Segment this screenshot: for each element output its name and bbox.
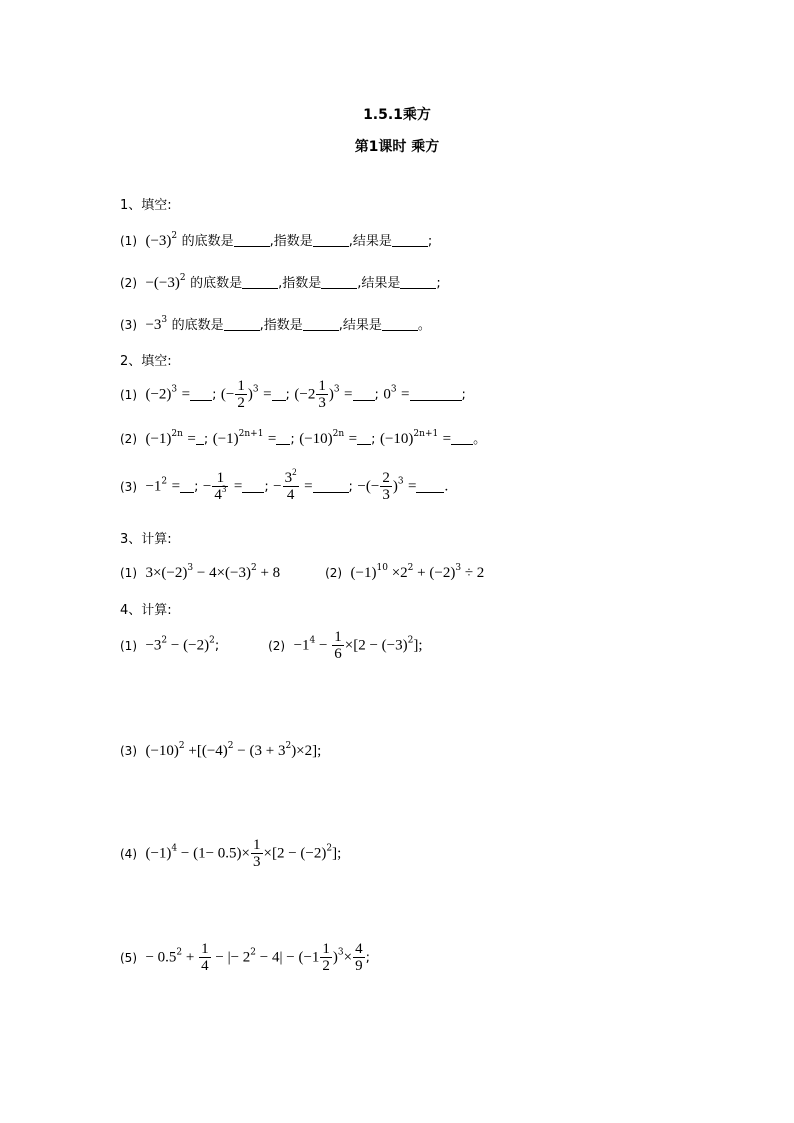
exponent: 2n+1 xyxy=(413,429,439,439)
exponent: 2n xyxy=(332,429,345,439)
math-expr: ]; xyxy=(413,637,423,654)
exponent: 3 xyxy=(252,384,259,395)
exponent: 2 xyxy=(161,476,168,487)
q2-row-1 xyxy=(120,378,466,411)
answer-blank[interactable] xyxy=(276,432,290,445)
math-expr: −3 xyxy=(145,317,162,333)
math-expr: (−1) xyxy=(145,845,172,862)
equals-sign: = xyxy=(304,478,313,495)
denominator-base: 4 xyxy=(214,487,222,503)
exponent: 2 xyxy=(178,741,185,751)
exponent: 2 xyxy=(176,947,183,958)
exponent: 4 xyxy=(171,843,178,854)
denominator: 2 xyxy=(237,395,245,411)
equals-sign: = xyxy=(233,478,243,495)
denominator: 6 xyxy=(334,646,342,662)
fraction xyxy=(320,941,332,974)
answer-blank[interactable] xyxy=(321,276,357,289)
math-expr: −1 xyxy=(293,637,310,654)
exponent: 2 xyxy=(227,741,234,751)
q4-row-3 xyxy=(120,741,322,759)
answer-blank[interactable] xyxy=(392,234,428,247)
math-expr: − (3 + 3 xyxy=(233,743,286,759)
math-expr: (− xyxy=(220,386,235,403)
math-expr: (−10) xyxy=(145,743,179,759)
answer-blank[interactable] xyxy=(224,318,260,331)
q1-item-2 xyxy=(120,273,441,291)
item-label: (2) xyxy=(325,566,343,580)
math-expr: (−2 xyxy=(294,386,316,403)
math-expr: (−1) xyxy=(145,431,172,447)
numerator: 1 xyxy=(216,470,225,486)
prompt-text: 的底数是 xyxy=(181,234,234,249)
exponent: 3 xyxy=(390,384,397,395)
q2-heading: 2、填空: xyxy=(120,354,172,369)
item-label: (2) xyxy=(120,276,137,290)
math-expr: )×2]; xyxy=(291,743,322,759)
numerator: 4 xyxy=(355,941,363,957)
exponent: 2 xyxy=(407,635,414,646)
math-expr: − xyxy=(202,478,212,495)
math-expr: ×[2 − (−3) xyxy=(344,637,408,654)
math-expr: × xyxy=(343,949,353,966)
math-expr: −(−3) xyxy=(145,275,180,291)
math-expr: ) xyxy=(392,478,398,495)
prompt-text: 的底数是 xyxy=(190,276,243,291)
equals-sign: = xyxy=(348,431,358,447)
math-expr: (−1) xyxy=(350,565,377,581)
math-expr: −3 xyxy=(145,637,162,654)
item-label: (3) xyxy=(120,744,137,758)
fraction xyxy=(235,378,247,411)
punctuation: 。 xyxy=(473,432,487,447)
numerator: 2 xyxy=(382,470,390,486)
math-expr: − (1− 0.5)× xyxy=(177,845,251,862)
punctuation: . xyxy=(444,478,449,495)
item-label: (1) xyxy=(120,387,137,402)
exponent: 3 xyxy=(161,315,168,325)
denominator: 4 xyxy=(201,958,209,974)
punctuation: 。 xyxy=(417,318,431,333)
exponent: 3 xyxy=(171,384,178,395)
answer-blank[interactable] xyxy=(234,234,270,247)
q1-item-3 xyxy=(120,315,431,333)
denominator xyxy=(212,486,228,503)
q4-row-1 xyxy=(120,629,423,662)
fraction xyxy=(199,941,211,974)
equals-sign: = xyxy=(263,386,272,403)
prompt-text: ,结果是 xyxy=(348,234,392,249)
q1-item-1 xyxy=(120,231,433,249)
exponent: 3 xyxy=(455,563,462,573)
exponent: 2 xyxy=(250,947,257,958)
fraction xyxy=(251,837,263,870)
punctuation: ; xyxy=(214,638,220,654)
answer-blank[interactable] xyxy=(272,388,286,401)
math-expr: ÷ 2 xyxy=(461,565,485,581)
fraction xyxy=(353,941,365,974)
math-expr: − 4×(−3) xyxy=(193,565,251,581)
equals-sign: = xyxy=(344,386,353,403)
math-expr: −1 xyxy=(145,478,162,495)
prompt-text: ,指数是 xyxy=(278,276,322,291)
equals-sign: = xyxy=(187,431,196,447)
separator: ; xyxy=(371,432,376,447)
q4-row-5 xyxy=(120,941,370,974)
answer-blank[interactable] xyxy=(180,480,194,493)
prompt-text: 的底数是 xyxy=(171,318,224,333)
numerator-base: 3 xyxy=(284,470,293,486)
prompt-text: ,指数是 xyxy=(269,234,313,249)
separator: ; xyxy=(374,387,379,403)
exponent: 3 xyxy=(333,384,340,395)
item-label: (2) xyxy=(120,432,137,446)
math-expr: 0 xyxy=(383,386,391,403)
math-expr: (−2) xyxy=(145,386,172,403)
answer-blank[interactable] xyxy=(303,318,339,331)
punctuation: ; xyxy=(365,950,371,966)
exponent: 4 xyxy=(309,635,316,646)
numerator xyxy=(283,467,299,486)
equals-sign: = xyxy=(442,431,452,447)
separator: ; xyxy=(285,387,290,403)
exponent: 2 xyxy=(250,563,257,573)
math-expr: − 0.5 xyxy=(145,949,177,966)
prompt-text: ,结果是 xyxy=(357,276,401,291)
equals-sign: = xyxy=(181,386,191,403)
math-expr: (−10) xyxy=(299,431,333,447)
math-expr: + xyxy=(182,949,199,966)
exponent: 2 xyxy=(161,635,168,646)
q1-heading: 1、填空: xyxy=(120,198,172,213)
exponent: 3 xyxy=(221,484,227,494)
math-expr: − |− 2 xyxy=(211,949,251,966)
math-expr: − xyxy=(273,478,282,495)
item-label: (5) xyxy=(120,950,137,965)
punctuation: ; xyxy=(427,234,433,249)
item-label: (4) xyxy=(120,846,137,861)
denominator: 2 xyxy=(322,958,330,974)
exponent: 3 xyxy=(397,476,404,487)
answer-blank[interactable] xyxy=(416,480,444,493)
denominator: 3 xyxy=(382,487,390,503)
math-expr: + 8 xyxy=(256,565,281,581)
equals-sign: = xyxy=(401,386,410,403)
fraction xyxy=(332,629,344,662)
exponent: 10 xyxy=(376,563,388,573)
math-expr: ×[2 − (−2) xyxy=(263,845,327,862)
denominator: 9 xyxy=(355,958,363,974)
denominator: 4 xyxy=(283,486,299,503)
answer-blank[interactable] xyxy=(400,276,436,289)
equals-sign: = xyxy=(171,478,181,495)
q4-row-4 xyxy=(120,837,341,870)
exponent: 2 xyxy=(285,741,292,751)
item-label: (3) xyxy=(120,479,137,494)
denominator: 3 xyxy=(318,395,326,411)
exponent: 2 xyxy=(326,843,333,854)
prompt-text: ,结果是 xyxy=(338,318,382,333)
exponent: 2 xyxy=(407,563,414,573)
q3-heading: 3、计算: xyxy=(120,532,172,547)
q3-row xyxy=(120,563,485,581)
answer-blank[interactable] xyxy=(242,276,278,289)
answer-blank[interactable] xyxy=(410,388,462,401)
equals-sign: = xyxy=(267,431,277,447)
fraction xyxy=(212,470,228,503)
numerator: 1 xyxy=(201,941,209,957)
exponent: 2n+1 xyxy=(238,429,264,439)
item-label: (1) xyxy=(120,234,137,248)
exponent: 3 xyxy=(337,947,344,958)
answer-blank[interactable] xyxy=(196,432,204,445)
math-expr: ) xyxy=(247,386,253,403)
math-expr: (−3) xyxy=(145,233,172,249)
exponent: 2 xyxy=(209,635,215,646)
math-expr: ]; xyxy=(332,845,342,862)
answer-blank[interactable] xyxy=(451,432,473,445)
math-expr: (−10) xyxy=(379,431,414,447)
item-label: (3) xyxy=(120,318,137,332)
exponent: 3 xyxy=(187,563,194,573)
separator: ; xyxy=(203,432,209,447)
fraction xyxy=(283,467,299,503)
numerator: 1 xyxy=(237,378,245,394)
equals-sign: = xyxy=(408,478,417,495)
fraction xyxy=(380,470,392,503)
numerator: 1 xyxy=(334,629,342,645)
answer-blank[interactable] xyxy=(313,234,349,247)
q2-row-3 xyxy=(120,467,449,503)
numerator: 1 xyxy=(322,941,330,957)
exponent: 2 xyxy=(179,273,186,283)
item-label: (1) xyxy=(120,638,137,653)
answer-blank[interactable] xyxy=(190,388,212,401)
separator: ; xyxy=(264,479,269,495)
answer-blank[interactable] xyxy=(382,318,418,331)
answer-blank[interactable] xyxy=(242,480,264,493)
separator: ; xyxy=(461,387,466,403)
separator: ; xyxy=(348,479,353,495)
math-expr: ×2 xyxy=(387,565,408,581)
item-label: (1) xyxy=(120,566,137,580)
math-expr: ) xyxy=(328,386,334,403)
denominator: 3 xyxy=(253,854,261,870)
math-expr: ) xyxy=(332,949,338,966)
math-expr: 3×(−2) xyxy=(145,565,188,581)
page-title: 1.5.1乘方 xyxy=(363,107,431,123)
numerator: 1 xyxy=(318,378,326,394)
math-expr: − 4| − (−1 xyxy=(256,949,320,966)
math-expr: −(− xyxy=(357,478,380,495)
math-expr: (−1) xyxy=(212,431,239,447)
separator: ; xyxy=(194,479,199,495)
q2-row-2 xyxy=(120,429,487,447)
math-expr: − xyxy=(315,637,332,654)
answer-blank[interactable] xyxy=(313,480,349,493)
numerator: 1 xyxy=(253,837,261,853)
math-expr: + (−2) xyxy=(413,565,456,581)
exponent: 2 xyxy=(292,467,297,477)
exponent: 2 xyxy=(171,231,178,241)
math-expr: +[(−4) xyxy=(184,743,228,759)
prompt-text: ,指数是 xyxy=(259,318,303,333)
fraction xyxy=(316,378,328,411)
item-label: (2) xyxy=(268,638,286,653)
separator: ; xyxy=(290,432,295,447)
exponent: 2n xyxy=(171,429,183,439)
answer-blank[interactable] xyxy=(357,432,371,445)
math-expr: − (−2) xyxy=(167,637,210,654)
punctuation: ; xyxy=(436,276,441,291)
separator: ; xyxy=(212,387,217,403)
answer-blank[interactable] xyxy=(353,388,375,401)
page-subtitle: 第1课时 乘方 xyxy=(354,139,440,155)
q4-heading: 4、计算: xyxy=(120,603,172,618)
